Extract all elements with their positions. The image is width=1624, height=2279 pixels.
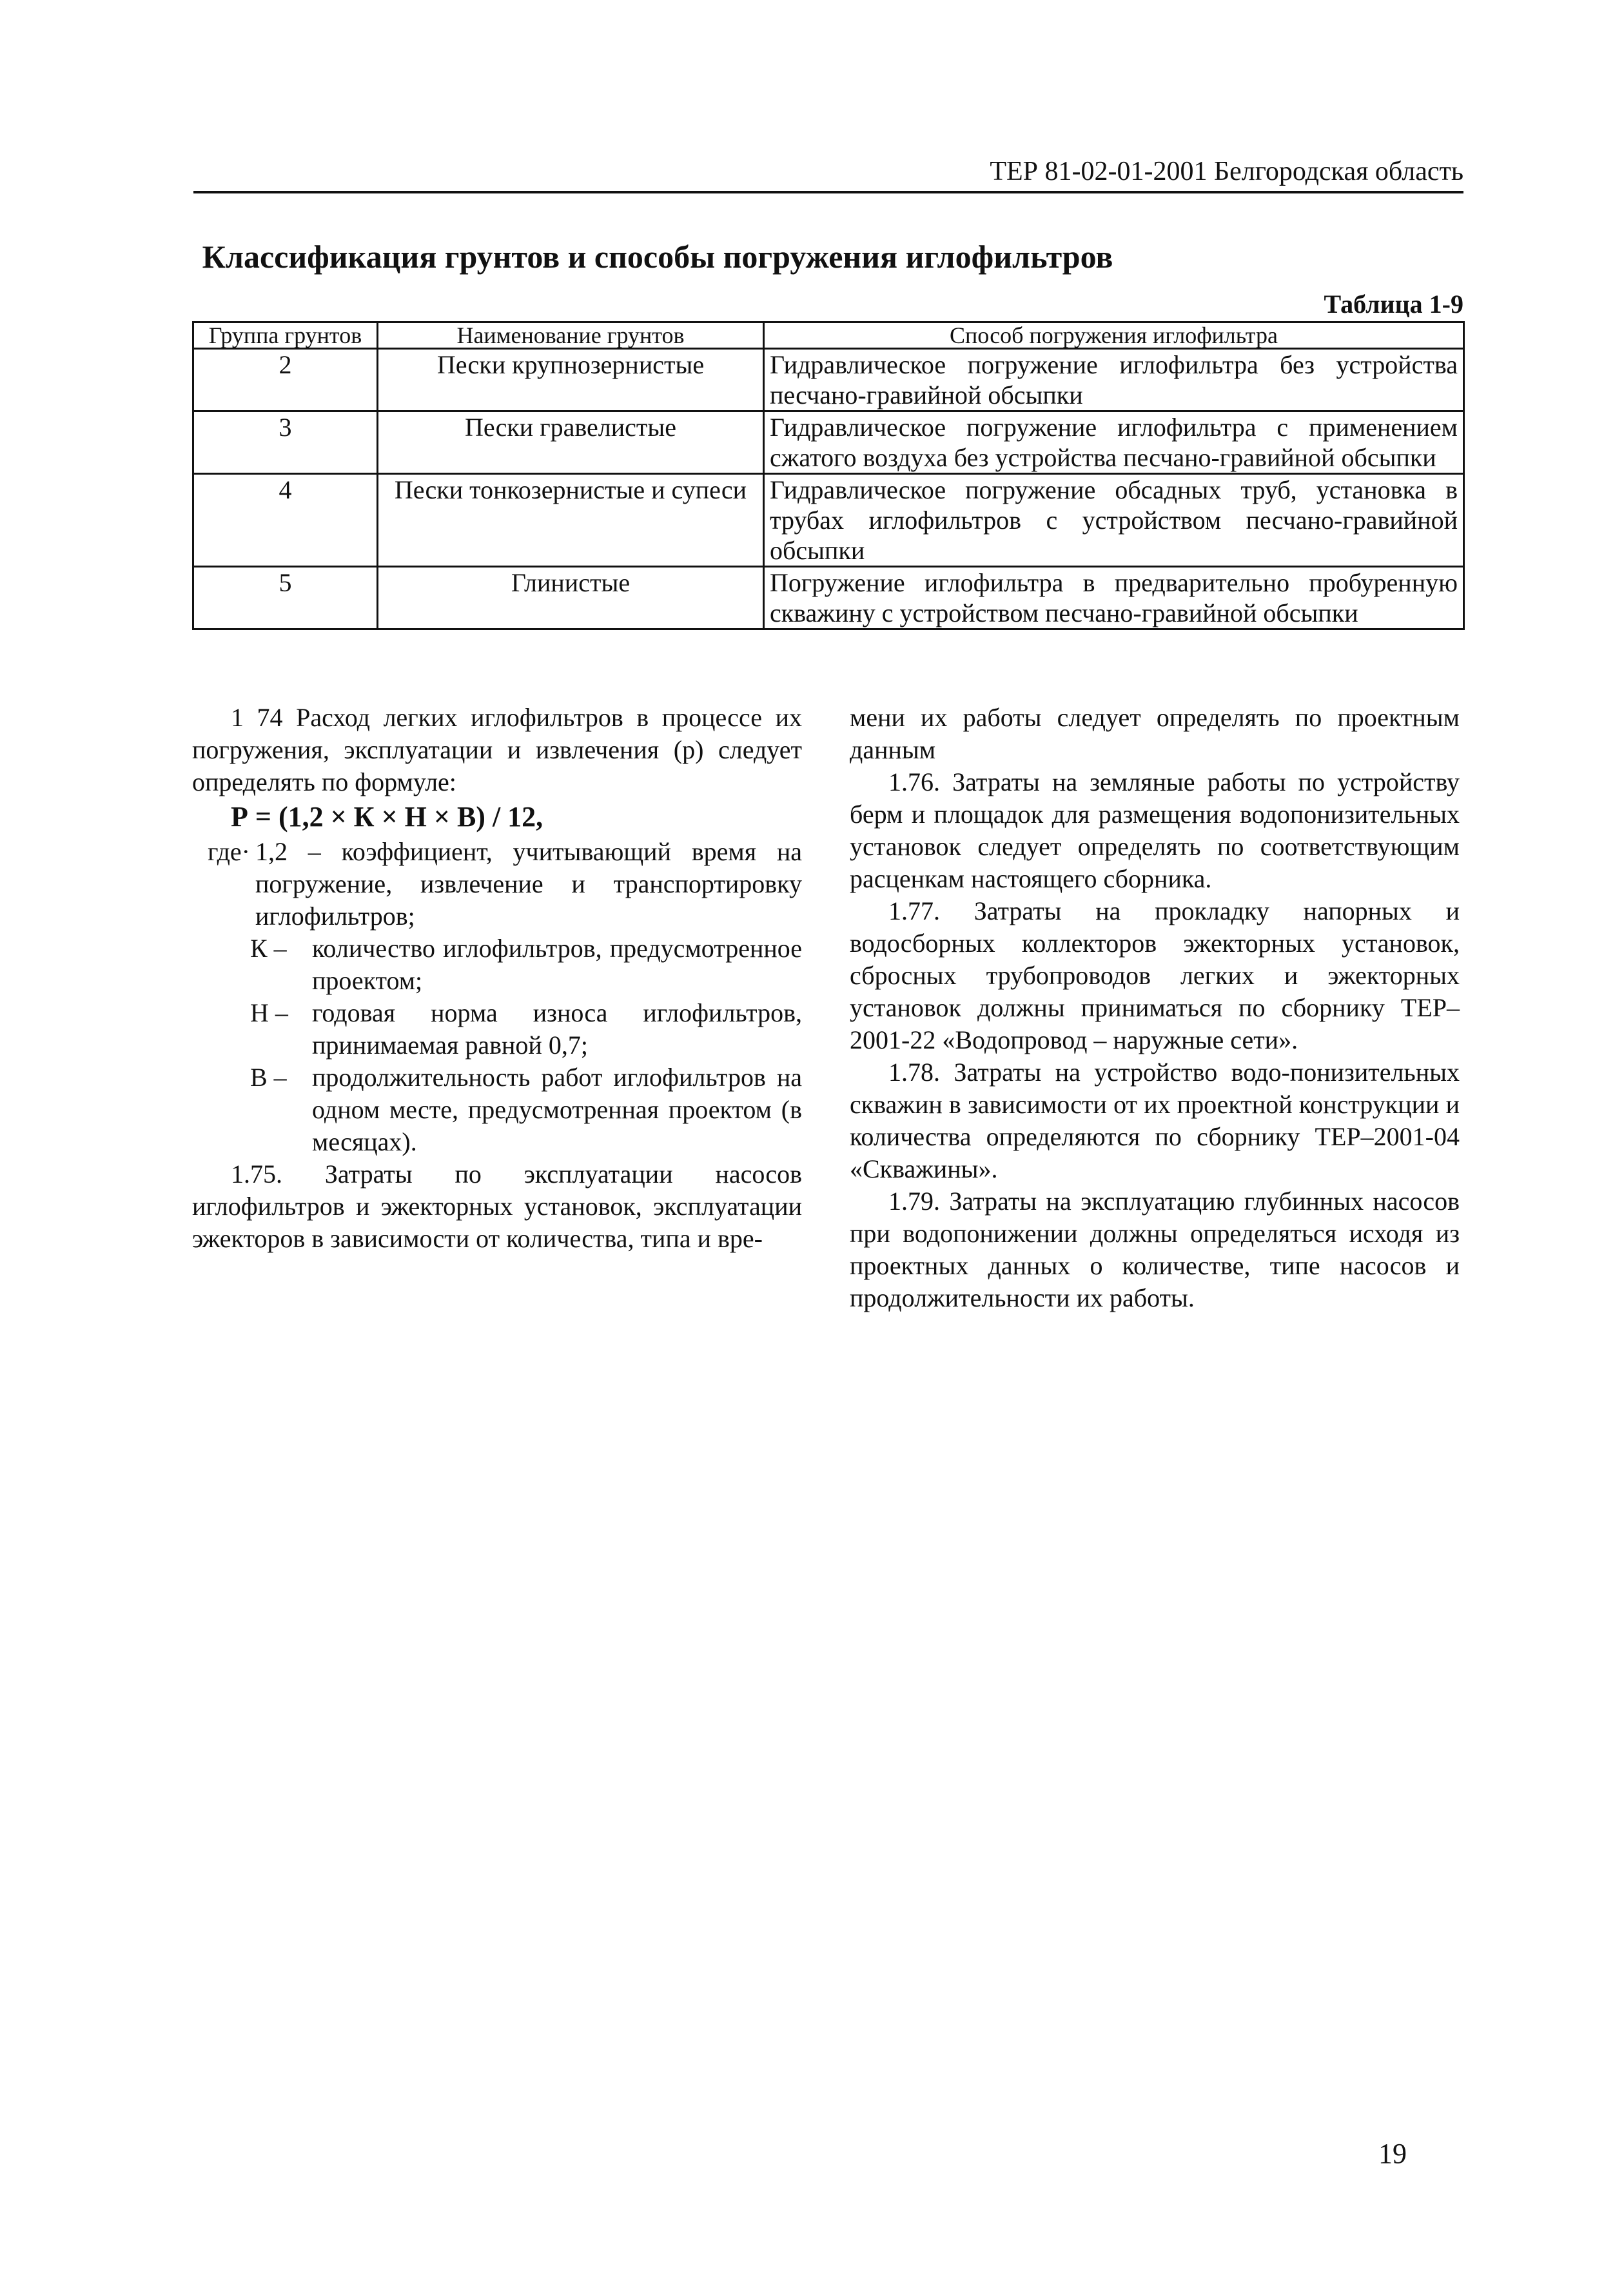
paragraph-1-75: 1.75. Затраты по эксплуатации насосов иглофильтров и эжекторных установок, эксплуатации эжекторов в зависимости от количества, типа и вре- (192, 1159, 802, 1253)
cell-method: Гидравлическое погружение обсадных труб, установка в трубах иглофильтров с устройством песчано-гравийной обсыпки (764, 474, 1464, 567)
running-header: ТЕР 81-02-01-2001 Белгородская область (193, 155, 1463, 193)
paragraph-1-75-continued: мени их работы следует определять по проектным данным (850, 703, 1460, 764)
cell-group: 5 (193, 567, 378, 629)
cell-group: 3 (193, 411, 378, 474)
paragraph-1-79: 1.79. Затраты на эксплуатацию глубинных насосов при водопонижении должны определяться исходя из проектных данных о количестве, типе насосов и продолжительности их работы. (850, 1187, 1460, 1312)
paragraph-1-76: 1.76. Затраты на земляные работы по устройству берм и площадок для размещения водопонизительных установок следует определять по соответствующим расценкам настоящего сборника. (850, 767, 1460, 893)
cell-name: Глинистые (378, 567, 764, 629)
cell-name: Пески крупнозернистые (378, 349, 764, 411)
where-label: где· (208, 837, 250, 866)
legend-symbol: К – (250, 934, 287, 963)
paragraph-1-78: 1.78. Затраты на устройство водо-понизительных скважин в зависимости от их проектной конструкции и количества определяются по сборнику ТЕР–2001-04 «Скважины». (850, 1058, 1460, 1183)
cell-name: Пески тонкозернистые и супеси (378, 474, 764, 567)
table-row (193, 567, 1464, 629)
formula-legend-item (250, 997, 802, 1061)
formula-legend-item (250, 1061, 802, 1158)
cell-method: Гидравлическое погружение иглофильтра с применением сжатого воздуха без устройства песчано-гравийной обсыпки (764, 411, 1464, 474)
legend-text: годовая норма износа иглофильтров, принимаемая равной 0,7; (312, 998, 802, 1060)
formula: Р = (1,2 × К × Н × В) / 12, (231, 801, 543, 833)
legend-text: продолжительность работ иглофильтров на одном месте, предусмотренная проектом (в месяцах). (312, 1063, 802, 1156)
cell-method: Гидравлическое погружение иглофильтра без устройства песчано-гравийной обсыпки (764, 349, 1464, 411)
legend-symbol: Н – (250, 998, 288, 1027)
legend-text: количество иглофильтров, предусмотренное проектом; (312, 934, 802, 995)
column-header-name: Наименование грунтов (378, 322, 764, 349)
column-header-group: Группа грунтов (193, 322, 378, 349)
formula-legend-first (192, 836, 802, 932)
column-header-method: Способ погружения иглофильтра (764, 322, 1464, 349)
table-row (193, 349, 1464, 411)
soil-classification-table (192, 321, 1465, 630)
table-number: Таблица 1-9 (1324, 290, 1463, 319)
right-text-column (850, 702, 1460, 1314)
table-header-row (193, 322, 1464, 349)
paragraph-1-74: 1 74 Расход легких иглофильтров в процессе их погружения, эксплуатации и извлечения (р) следует определять по формуле: (192, 703, 802, 796)
cell-group: 2 (193, 349, 378, 411)
legend-text: 1,2 – коэффициент, учитывающий время на погружение, извлечение и транспортировку иглофильтров; (255, 837, 802, 931)
legend-symbol: В – (250, 1063, 287, 1092)
left-text-column (192, 702, 802, 1255)
page-number: 19 (1378, 2138, 1407, 2169)
table-row (193, 474, 1464, 567)
cell-group: 4 (193, 474, 378, 567)
cell-method: Погружение иглофильтра в предварительно пробуренную скважину с устройством песчано-гравийной обсыпки (764, 567, 1464, 629)
table-row (193, 411, 1464, 474)
table-title: Классификация грунтов и способы погружения иглофильтров (202, 239, 1113, 275)
paragraph-1-77: 1.77. Затраты на прокладку напорных и водосборных коллекторов эжекторных установок, сбросных трубопроводов легких и эжекторных установок должны приниматься по сборнику ТЕР–2001-22 «Водопровод – наружные сети». (850, 896, 1460, 1054)
cell-name: Пески гравелистые (378, 411, 764, 474)
formula-legend-item (250, 932, 802, 997)
